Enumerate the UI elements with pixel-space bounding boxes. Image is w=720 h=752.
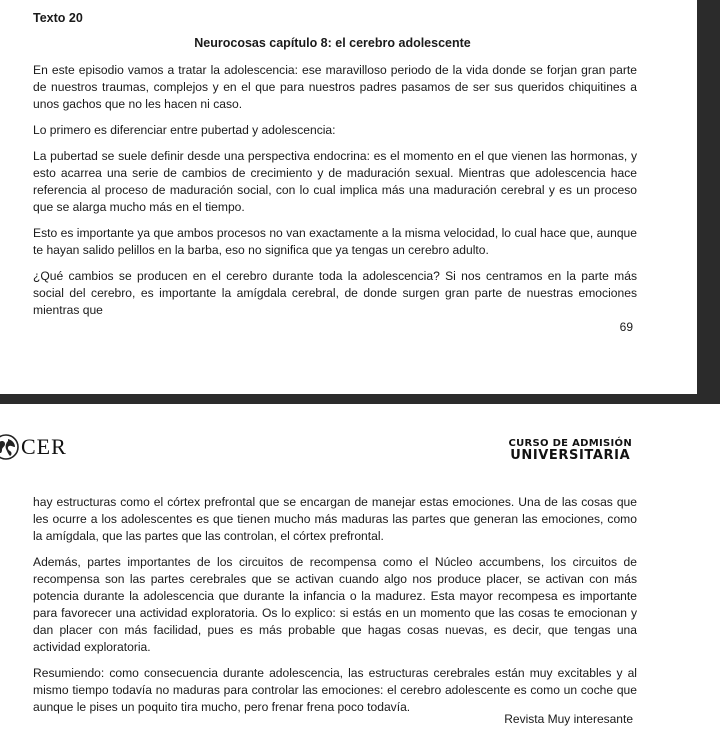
cer-logo (0, 434, 67, 460)
logo-text: CER (21, 434, 67, 459)
course-header-line-1: CURSO DE ADMISIÓN (508, 438, 632, 449)
paragraph: Resumiendo: como consecuencia durante adolescencia, las estructuras cerebrales están muy excitables y al mismo tiempo todavía no maduras para controlar las emociones: el cerebro adolescente es como un coche que aunque le pises un poquito tira mucho, pero frenar frena poco todavía. (33, 666, 637, 714)
page-2 (0, 404, 720, 752)
paragraph: Esto es importante ya que ambos procesos no van exactamente a la misma velocidad, lo cual hace que, aunque te hayan salido pelillos en la barba, eso no significa que ya tengas un cerebro adulto. (33, 226, 637, 257)
paragraph: hay estructuras como el córtex prefrontal que se encargan de manejar estas emociones. Una de las cosas que les ocurre a los adolescentes es que tienen mucho más maduras las partes que generan las emociones, como la amígdala, que las partes que las controlan, el córtex prefrontal. (33, 495, 637, 543)
globe-icon (0, 434, 19, 460)
source-credit: Revista Muy interesante (504, 712, 633, 726)
paragraph: ¿Qué cambios se producen en el cerebro durante toda la adolescencia? Si nos centramos en la parte más social del cerebro, es importante la amígdala cerebral, de donde surgen gran parte de nuestras emociones mientras que (33, 269, 637, 317)
course-header-line-2: UNIVERSITARIA (510, 448, 631, 463)
paragraph: Lo primero es diferenciar entre pubertad y adolescencia: (33, 123, 336, 137)
paragraph: Además, partes importantes de los circuitos de recompensa como el Núcleo accumbens, los circuitos de recompensa son las partes cerebrales que se activan cuando algo nos produce placer, se activan con más potencia durante la adolescencia que durante la infancia o la madurez. Esta mayor recompesa es importante para favorecer una actividad exploratoria. Os lo explico: si estás en un momento que las cosas te emocionan y dan placer con más facilidad, pues es más probable que hagas cosas nuevas, es decir, que tengas una actividad exploratoria. (33, 555, 637, 654)
page-1-body (33, 62, 637, 328)
document-title: Neurocosas capítulo 8: el cerebro adolescente (194, 36, 471, 50)
page-2-body (33, 494, 637, 725)
paragraph: La pubertad se suele definir desde una perspectiva endocrina: es el momento en el que vienen las hormonas, y esto acarrea una serie de cambios de crecimiento y de maduración sexual. Mientras que adolescencia hace referencia al proceso de maduración social, con lo cual implica más una maduración cerebral y es un proceso que se alarga mucho más en el tiempo. (33, 149, 637, 214)
document-label: Texto 20 (33, 11, 83, 25)
page-gap (697, 0, 720, 394)
page-number: 69 (619, 320, 633, 334)
course-header (508, 438, 632, 463)
paragraph: En este episodio vamos a tratar la adolescencia: ese maravilloso periodo de la vida donde se forjan gran parte de nuestros traumas, complejos y en el que para nuestros padres pasamos de ser sus queridos chiquitines a unos gachos que no les hacen ni caso. (33, 63, 637, 111)
